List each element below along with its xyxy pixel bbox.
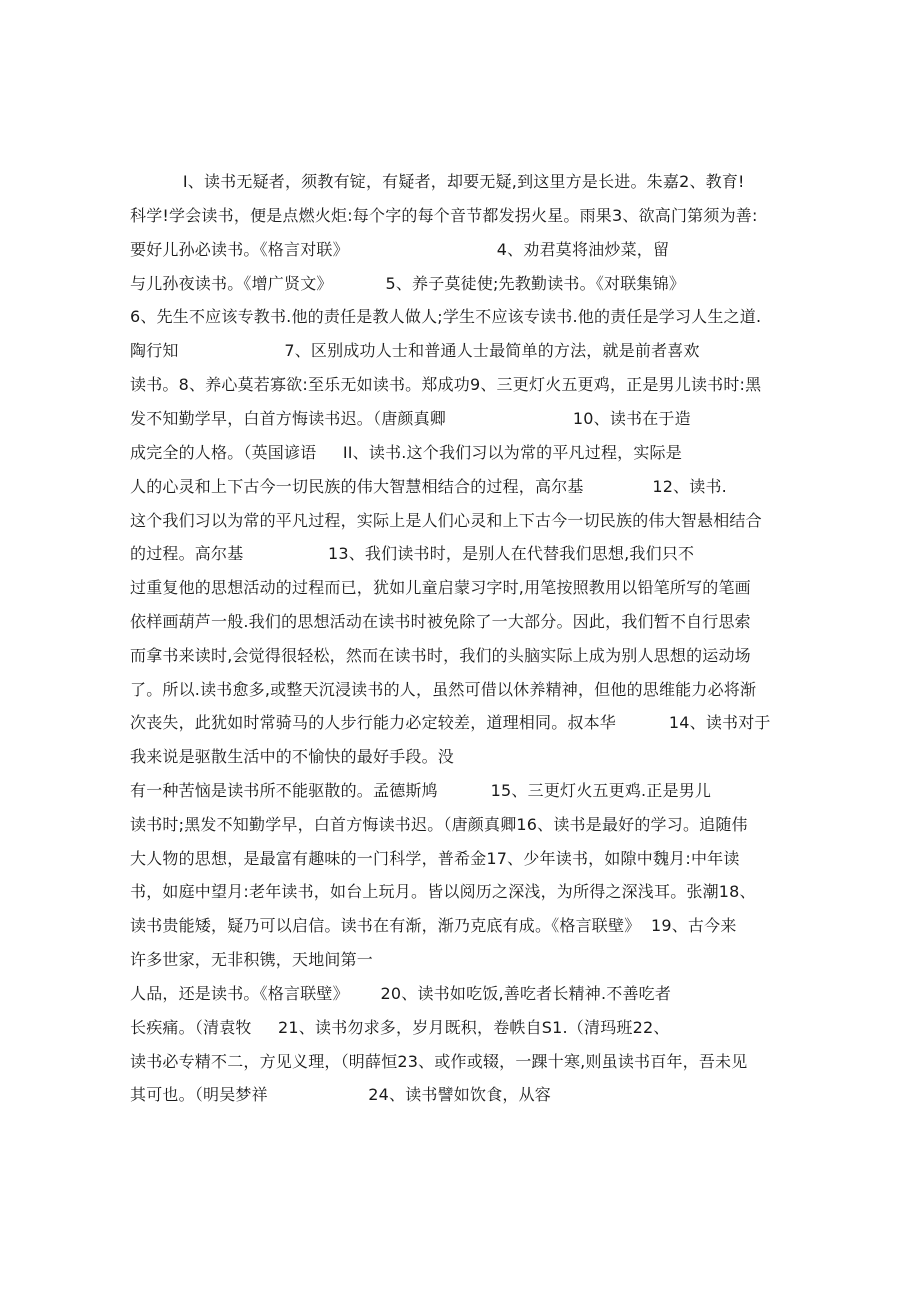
text-line: 而拿书来读时,会觉得很轻松，然而在读书时，我们的头脑实际上成为别人思想的运动场 xyxy=(130,646,751,665)
text-line: 次丧失，此犹如时常骑马的人步行能力必定较差，道理相同。叔本华 14、读书对于 xyxy=(130,713,771,732)
text-line: 这个我们习以为常的平凡过程，实际上是人们心灵和上下古今一切民族的伟大智悬相结合 xyxy=(130,511,762,530)
text-line: 过重复他的思想活动的过程而已，犹如儿童启蒙习字时,用笔按照教用以铅笔所写的笔画 xyxy=(130,578,751,597)
text-line: 有一种苦恼是读书所不能驱散的。孟德斯鸠 15、三更灯火五更鸡.正是男儿 xyxy=(130,781,712,800)
text-line: 读书必专精不二，方见义理，（明薛恒23、或作或辍，一踝十寒,则虽读书百年，吾未见 xyxy=(130,1052,748,1071)
text-line: 科学!学会读书，便是点燃火炬:每个字的每个音节都发拐火星。雨果3、欲高门第须为善: xyxy=(130,206,758,225)
text-line: 成完全的人格。（英国谚语 II、读书.这个我们习以为常的平凡过程，实际是 xyxy=(130,443,682,462)
text-line: 读书时;黑发不知勤学早，白首方悔读书迟。（唐颜真卿16、读书是最好的学习。追随伟 xyxy=(130,815,748,834)
text-line: 其可也。（明吴梦祥 24、读书譬如饮食，从容 xyxy=(130,1085,551,1104)
text-line: 我来说是驱散生活中的不愉快的最好手段。没 xyxy=(130,747,455,766)
text-line: 人的心灵和上下古今一切民族的伟大智慧相结合的过程，高尔基 12、读书. xyxy=(130,477,727,496)
text-line: 书，如庭中望月:老年读书，如台上玩月。皆以阅历之深浅，为所得之深浅耳。张潮18、 xyxy=(130,882,756,901)
text-line: 读书贵能矮，疑乃可以启信。读书在有渐，渐乃克底有成。《格言联壁》 19、古今来 xyxy=(130,916,737,935)
text-line: 与儿孙夜读书。《增广贤文》 5、养子莫徒使;先教勤读书。《对联集锦》 xyxy=(130,274,686,293)
text-line: 陶行知 7、区别成功人士和普通人士最简单的方法，就是前者喜欢 xyxy=(130,341,700,360)
text-line: 许多世家，无非积镌，天地间第一 xyxy=(130,950,374,969)
text-line: 长疾痛。（清袁牧 21、读书勿求多，岁月既积，卷帙自S1.（清玛班22、 xyxy=(130,1018,670,1037)
text-line: 6、先生不应该专教书.他的责任是教人做人;学生不应该专读书.他的责任是学习人生之道. xyxy=(130,307,762,326)
text-line: 读书。8、养心莫若寡欲:至乐无如读书。郑成功9、三更灯火五更鸡，正是男儿读书时:黑 xyxy=(130,375,762,394)
text-line: 了。所以.读书愈多,或整天沉浸读书的人，虽然可借以休养精神，但他的思维能力必将渐 xyxy=(130,680,757,699)
text-line: 发不知勤学早，白首方悔读书迟。（唐颜真卿 10、读书在于造 xyxy=(130,409,691,428)
text-line: 要好儿孙必读书。《格言对联》 4、劝君莫将油炒菜，留 xyxy=(130,240,670,259)
text-line: 依样画葫芦一般.我们的思想活动在读书时被免除了一大部分。因此，我们暂不自行思索 xyxy=(130,612,751,631)
text-line: 大人物的思想，是最富有趣味的一门科学，普希金17、少年读书，如隙中魏月:中年读 xyxy=(130,849,740,868)
text-line: I、读书无疑者，须教有锭，有疑者，却要无疑,到这里方是长进。朱嘉2、教育! xyxy=(130,172,745,191)
text-line: 的过程。高尔基 13、我们读书时，是别人在代替我们思想,我们只不 xyxy=(130,544,695,563)
text-line: 人品，还是读书。《格言联壁》 20、读书如吃饭,善吃者长精神.不善吃者 xyxy=(130,984,672,1003)
